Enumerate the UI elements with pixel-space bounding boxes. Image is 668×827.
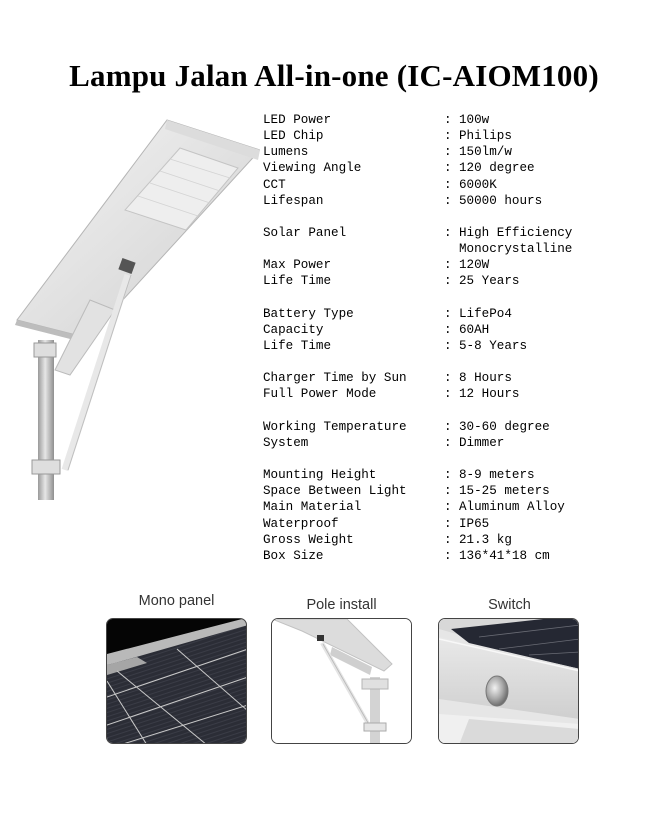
spec-label: Mounting Height bbox=[263, 468, 377, 483]
spec-row: LED Chip : Philips bbox=[263, 129, 512, 144]
spec-row: Gross Weight : 21.3 kg bbox=[263, 532, 512, 547]
spec-value: 136*41*18 cm bbox=[459, 548, 550, 563]
spec-row: CCT : 6000K bbox=[263, 177, 497, 192]
spec-value: High Efficiency bbox=[459, 225, 573, 240]
spec-label: Main Material bbox=[263, 500, 362, 515]
spec-value: Dimmer bbox=[459, 435, 505, 450]
spec-row: Viewing Angle : 120 degree bbox=[263, 161, 535, 176]
spec-label: Full Power Mode bbox=[263, 387, 377, 402]
spec-value: 50000 hours bbox=[459, 193, 543, 208]
spec-row: Main Material : Aluminum Alloy bbox=[263, 500, 565, 515]
spec-value: IP65 bbox=[459, 516, 490, 531]
spec-label: Charger Time by Sun bbox=[263, 371, 407, 386]
spec-row: Full Power Mode : 12 Hours bbox=[263, 387, 520, 402]
spec-value: Philips bbox=[459, 129, 512, 144]
spec-label: Working Temperature bbox=[263, 419, 407, 434]
spec-row: Capacity : 60AH bbox=[263, 322, 490, 337]
spec-value: 21.3 kg bbox=[459, 532, 512, 547]
spec-value: LifePo4 bbox=[459, 306, 512, 321]
spec-value: 120W bbox=[459, 258, 490, 273]
spec-row: Battery Type : LifePo4 bbox=[263, 306, 512, 321]
spec-label: Life Time bbox=[263, 274, 332, 289]
spec-row: Waterproof : IP65 bbox=[263, 516, 490, 531]
spec-label: Waterproof bbox=[263, 516, 339, 531]
spec-row: Life Time : 25 Years bbox=[263, 274, 520, 289]
feature-caption-switch: Switch bbox=[488, 597, 531, 613]
feature-caption-pole-install: Pole install bbox=[306, 597, 377, 613]
spec-row-continuation bbox=[263, 241, 572, 257]
spec-label: Viewing Angle bbox=[263, 161, 362, 176]
spec-list bbox=[263, 112, 572, 564]
spec-label: Space Between Light bbox=[263, 484, 407, 499]
spec-label: LED Chip bbox=[263, 129, 324, 144]
spec-label: Life Time bbox=[263, 338, 332, 353]
spec-value: 30-60 degree bbox=[459, 419, 550, 434]
page-title: Lampu Jalan All-in-one (IC-AIOM100) bbox=[69, 58, 599, 93]
spec-label: Solar Panel bbox=[263, 225, 347, 240]
mono-panel-image bbox=[106, 618, 247, 744]
spec-value: 12 Hours bbox=[459, 387, 520, 402]
spec-value: 15-25 meters bbox=[459, 484, 550, 499]
spec-label: Capacity bbox=[263, 322, 324, 337]
spec-row: Working Temperature : 30-60 degree bbox=[263, 419, 550, 434]
spec-value: 150lm/w bbox=[459, 145, 512, 160]
spec-value: 60AH bbox=[459, 322, 490, 337]
spec-value: 8 Hours bbox=[459, 371, 512, 386]
spec-value: Aluminum Alloy bbox=[459, 500, 565, 515]
spec-label: Lifespan bbox=[263, 193, 324, 208]
spec-label: Gross Weight bbox=[263, 532, 354, 547]
spec-row: Lumens : 150lm/w bbox=[263, 145, 512, 160]
spec-label: Max Power bbox=[263, 258, 332, 273]
spec-value: 5-8 Years bbox=[459, 338, 528, 353]
spec-row: Life Time : 5-8 Years bbox=[263, 338, 528, 353]
spec-value: 120 degree bbox=[459, 161, 535, 176]
spec-row: LED Power : 100w bbox=[263, 113, 490, 127]
switch-image bbox=[438, 618, 579, 744]
spec-row: Box Size : 136*41*18 cm bbox=[263, 548, 550, 563]
spec-row: Lifespan : 50000 hours bbox=[263, 193, 543, 208]
spec-label: Battery Type bbox=[263, 306, 354, 321]
feature-caption-mono-panel: Mono panel bbox=[138, 593, 215, 609]
spec-row: Max Power : 120W bbox=[263, 258, 490, 273]
spec-label: Lumens bbox=[263, 145, 309, 160]
spec-row: System : Dimmer bbox=[263, 435, 505, 450]
spec-value: 8-9 meters bbox=[459, 468, 535, 483]
spec-label: System bbox=[263, 435, 309, 450]
street-light-image bbox=[10, 115, 260, 500]
spec-row: Charger Time by Sun : 8 Hours bbox=[263, 371, 512, 386]
spec-value: 6000K bbox=[459, 177, 497, 192]
spec-label: LED Power bbox=[263, 113, 332, 127]
spec-row: Solar Panel : High Efficiency bbox=[263, 225, 573, 240]
spec-value: 25 Years bbox=[459, 274, 520, 289]
spec-row: Space Between Light : 15-25 meters bbox=[263, 484, 550, 499]
pole-install-image bbox=[271, 618, 412, 744]
spec-label: Box Size bbox=[263, 548, 324, 563]
spec-label: CCT bbox=[263, 177, 286, 192]
spec-value: 100w bbox=[459, 113, 490, 127]
spec-row: Mounting Height : 8-9 meters bbox=[263, 468, 535, 483]
spec-value: Monocrystalline bbox=[459, 242, 573, 257]
